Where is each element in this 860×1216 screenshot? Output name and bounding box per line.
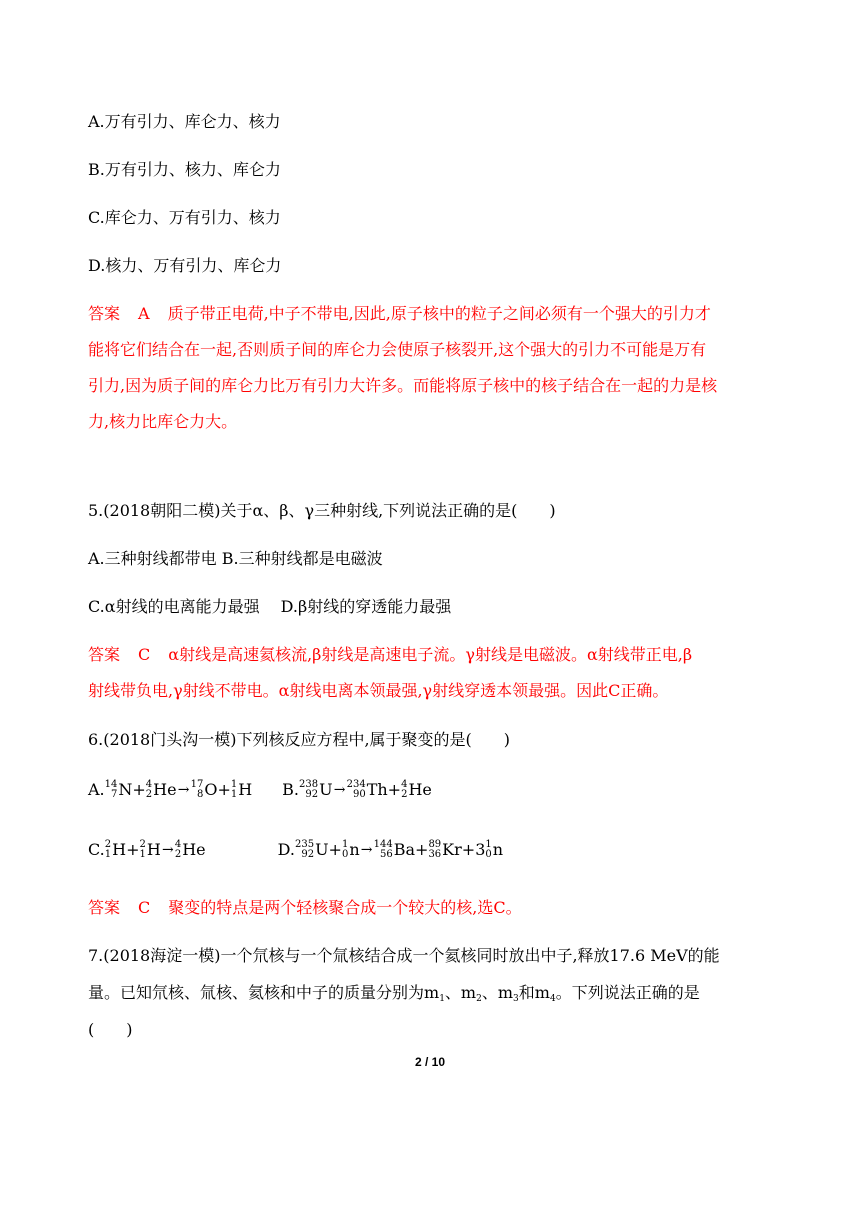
q7-stem-line-2: 量。已知氘核、氚核、氦核和中子的质量分别为m1、m2、m3和m4。下列说法正确的是 xyxy=(88,983,700,1004)
plus-sign: + xyxy=(328,840,342,859)
option-a-label: A. xyxy=(88,780,105,799)
nuclide-u235: 235 92 U xyxy=(294,839,329,860)
q5-options-cd: C.α射线的电离能力最强 D.β射线的穿透能力最强 xyxy=(88,597,452,616)
q4-answer xyxy=(88,296,778,440)
q6-options-cd xyxy=(88,840,503,860)
plus-sign: + xyxy=(415,840,429,859)
q7-stem-line-1: 7.(2018海淀一模)一个氘核与一个氚核结合成一个氦核同时放出中子,释放17.6 MeV的能 xyxy=(88,946,720,965)
nuclide-he4: 4 2 He xyxy=(145,779,177,800)
nuclide-u238: 238 92 U xyxy=(299,779,333,800)
q4-answer-line-1 xyxy=(88,296,778,332)
nuclide-he4: 4 2 He xyxy=(174,839,206,860)
answer-choice: C xyxy=(138,898,151,917)
q4-answer-line-3: 引力,因为质子间的库仑力比万有引力大许多。而能将原子核中的核子结合在一起的力是核 xyxy=(88,376,718,395)
nuclide-he4: 4 2 He xyxy=(401,779,432,800)
q4-answer-line-2: 能将它们结合在一起,否则质子间的库仑力会使原子核裂开,这个强大的引力不可能是万有 xyxy=(88,340,707,359)
q4-answer-line-4: 力,核力比库仑力大。 xyxy=(88,412,238,431)
plus-sign: + xyxy=(132,780,146,799)
q4-option-b: B.万有引力、核力、库仑力 xyxy=(88,160,281,179)
plus-sign: + xyxy=(126,840,140,859)
arrow-icon: → xyxy=(161,842,174,858)
q5-answer-line-1 xyxy=(88,637,778,673)
nuclide-h1: 1 1 H xyxy=(230,779,253,800)
nuclide-n1: 1 0 n xyxy=(485,839,504,860)
q5-answer-line-2: 射线带负电,γ射线不带电。α射线电离本领最强,γ射线穿透本领最强。因此C正确。 xyxy=(88,681,669,700)
option-d-label: D. xyxy=(277,840,295,859)
answer-label: 答案 xyxy=(88,898,121,917)
plus-sign: + xyxy=(387,780,402,799)
answer-label: 答案 xyxy=(88,645,121,664)
answer-choice: C xyxy=(138,645,151,664)
nuclide-h2: 2 1 H xyxy=(139,839,161,860)
option-c-label: C. xyxy=(88,840,105,859)
q4-option-d: D.核力、万有引力、库仑力 xyxy=(88,256,282,275)
option-b-label: B. xyxy=(282,780,300,799)
q4-option-c: C.库仑力、万有引力、核力 xyxy=(88,208,281,227)
nuclide-n14: 14 7 N xyxy=(104,779,133,800)
q5-stem: 5.(2018朝阳二模)关于α、β、γ三种射线,下列说法正确的是( ) xyxy=(88,501,556,520)
answer-label: 答案 xyxy=(88,304,121,323)
plus-sign: + xyxy=(461,840,476,859)
coefficient: 3 xyxy=(475,840,486,859)
answer-text: α射线是高速氦核流,β射线是高速电子流。γ射线是电磁波。α射线带正电,β xyxy=(168,645,693,664)
arrow-icon: → xyxy=(360,842,373,858)
nuclide-ba144: 144 56 Ba xyxy=(373,839,416,860)
q6-stem: 6.(2018门头沟一模)下列核反应方程中,属于聚变的是( ) xyxy=(88,730,511,749)
answer-text: 聚变的特点是两个轻核聚合成一个较大的核,选C。 xyxy=(168,898,522,917)
nuclide-th234: 234 90 Th xyxy=(346,779,388,800)
nuclide-n1: 1 0 n xyxy=(341,839,360,860)
page-number: 2 / 10 xyxy=(414,1055,446,1069)
q5-options-ab: A.三种射线都带电 B.三种射线都是电磁波 xyxy=(88,549,383,568)
q4-option-a: A.万有引力、库仑力、核力 xyxy=(88,112,281,131)
answer-choice: A xyxy=(138,304,150,323)
q7-stem-line-3: ( ) xyxy=(88,1020,133,1039)
q6-answer xyxy=(88,898,522,918)
arrow-icon: → xyxy=(333,782,346,798)
q5-answer xyxy=(88,637,778,709)
answer-text: 质子带正电荷,中子不带电,因此,原子核中的粒子之间必须有一个强大的引力才 xyxy=(167,304,711,323)
nuclide-o17: 17 8 O xyxy=(190,779,218,800)
q6-options-ab xyxy=(88,780,432,800)
nuclide-h2: 2 1 H xyxy=(104,839,127,860)
arrow-icon: → xyxy=(177,782,190,798)
nuclide-kr89: 89 36 Kr xyxy=(428,839,462,860)
plus-sign: + xyxy=(217,780,231,799)
